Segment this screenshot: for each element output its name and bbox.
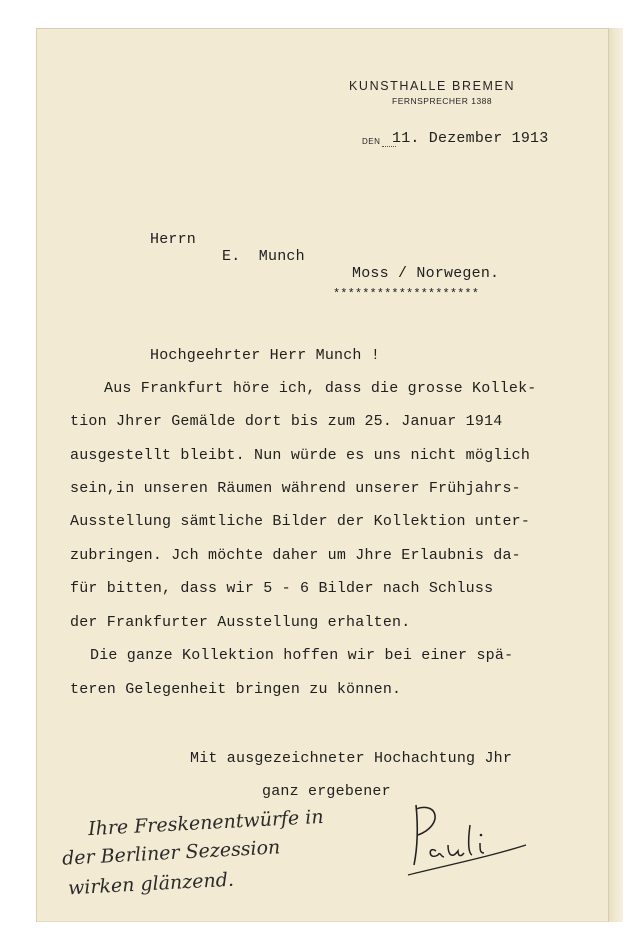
letterhead-phone: FERNSPRECHER 1388: [392, 96, 493, 106]
body-line: tion Jhrer Gemälde dort bis zum 25. Januar 1914: [70, 413, 503, 430]
body-line: der Frankfurter Ausstellung erhalten.: [70, 614, 411, 631]
paper-fold-edge: [608, 28, 623, 922]
address-stars: ********************: [333, 287, 480, 301]
body-line: Die ganze Kollektion hoffen wir bei einer spä-: [90, 647, 514, 664]
address-name: E. Munch: [222, 248, 305, 265]
signature-pauli: [398, 795, 538, 885]
body-line: zubringen. Jch möchte daher um Jhre Erlaubnis da-: [70, 547, 521, 564]
body-line: ausgestellt bleibt. Nun würde es uns nicht möglich: [70, 447, 531, 464]
address-city: Moss / Norwegen.: [352, 265, 500, 282]
body-line: Ausstellung sämtliche Bilder der Kollektion unter-: [70, 513, 531, 530]
closing-line: ganz ergebener: [262, 783, 391, 800]
handwritten-note-line: der Berliner Sezession: [61, 836, 281, 870]
body-line: für bitten, dass wir 5 - 6 Bilder nach Schluss: [70, 580, 494, 597]
handwritten-note-line: Ihre Freskenentwürfe in: [87, 805, 325, 841]
letter-date: 11. Dezember 1913: [392, 130, 549, 147]
body-line: teren Gelegenheit bringen zu können.: [70, 681, 402, 698]
closing-line: Mit ausgezeichneter Hochachtung Jhr: [190, 750, 513, 767]
body-line: sein,in unseren Räumen während unserer Frühjahrs-: [70, 480, 521, 497]
body-line: Aus Frankfurt höre ich, dass die grosse Kollek-: [104, 380, 537, 397]
handwritten-note-line: wirken glänzend.: [67, 868, 235, 900]
date-prefix: DEN: [362, 137, 381, 146]
greeting: Hochgeehrter Herr Munch !: [150, 347, 381, 364]
address-herrn: Herrn: [150, 231, 197, 248]
letterhead-name: KUNSTHALLE BREMEN: [349, 79, 516, 93]
